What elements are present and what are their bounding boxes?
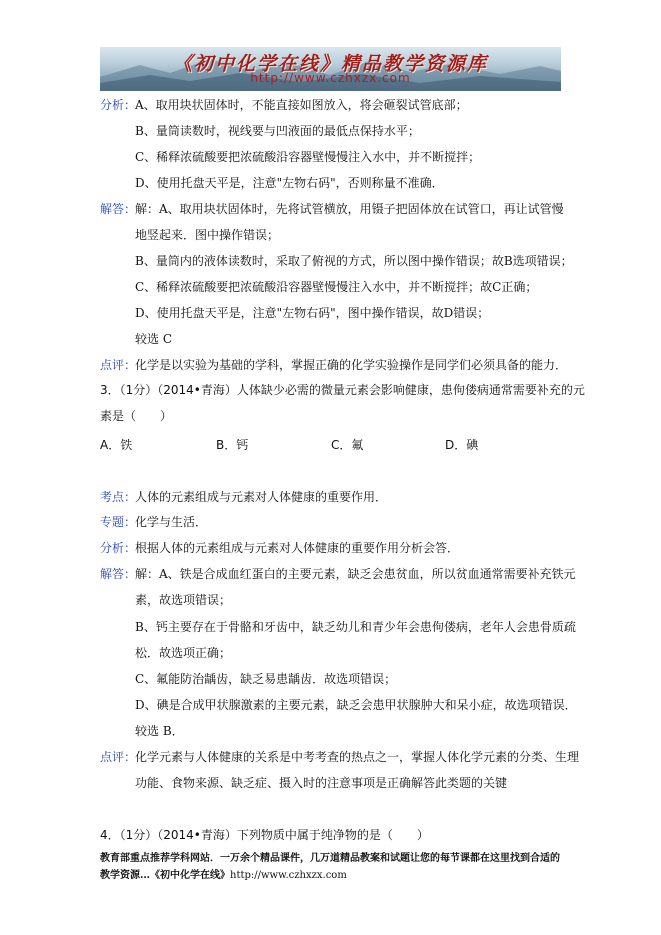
analysis-label: 分析： bbox=[100, 541, 137, 555]
q2-analysis-c: C、稀释浓硫酸要把浓硫酸沿容器壁慢慢注入水中，并不断搅拌； bbox=[135, 150, 481, 164]
comment-label: 点评： bbox=[100, 750, 137, 764]
q3-option-a: A．铁 bbox=[100, 438, 133, 452]
q3-solution-line: B、钙主要存在于骨骼和牙齿中，缺乏幼儿和青少年会患佝偻病，老年人会患骨质疏 bbox=[135, 620, 576, 634]
q2-comment: 化学是以实验为基础的学科，掌握正确的化学实验操作是同学们必须具备的能力． bbox=[135, 358, 568, 372]
q2-solution-line: 解：A、取用块状固体时，先将试管横放，用镊子把固体放在试管口，再让试管慢 bbox=[135, 202, 564, 216]
footer-line-2 bbox=[100, 869, 347, 883]
q3-solution-line: 解：A、铁是合成血红蛋白的主要元素，缺乏会患贫血，所以贫血通常需要补充铁元 bbox=[135, 567, 576, 581]
solution-label: 解答： bbox=[100, 202, 137, 216]
analysis-label: 分析： bbox=[100, 98, 137, 112]
q2-solution-line: 较选 C bbox=[135, 332, 172, 346]
footer-line-1: 教育部重点推荐学科网站．一万余个精品课件，几万道精品教案和试题让您的每节课都在这里找到合适的 bbox=[100, 853, 560, 864]
q2-solution-line: 地竖起来．图中操作错误； bbox=[135, 228, 280, 242]
q4-stem: 4．（1分）（2014•青海）下列物质中属于纯净物的是（ ） bbox=[100, 828, 429, 842]
q3-solution-line: 素，故选项错误； bbox=[135, 593, 232, 607]
q2-solution-line: D、使用托盘天平是，注意"左物右码"，图中操作错误，故D错误； bbox=[135, 306, 490, 320]
q3-zhuanti: 化学与生活． bbox=[135, 515, 208, 529]
q2-solution-line: C、稀释浓硫酸要把浓硫酸沿容器壁慢慢注入水中，并不断搅拌；故C正确； bbox=[135, 280, 538, 294]
footer-url[interactable]: http://www.czhxzx.com bbox=[230, 870, 347, 881]
q3-comment-line: 功能、食物来源、缺乏症、摄入时的注意事项是正确解答此类题的关键 bbox=[135, 776, 508, 790]
q3-solution-line: C、氟能防治龋齿，缺乏易患龋齿．故选项错误； bbox=[135, 672, 397, 686]
banner-title: 《初中化学在线》精品教学资源库 bbox=[172, 53, 488, 75]
header-banner bbox=[100, 47, 561, 91]
q2-analysis-d: D、使用托盘天平是，注意"左物右码"，否则称量不准确． bbox=[135, 176, 444, 190]
banner-url: http://www.czhxzx.com bbox=[250, 71, 411, 85]
q3-kaodian: 人体的元素组成与元素对人体健康的重要作用． bbox=[135, 490, 388, 504]
kaodian-label: 考点： bbox=[100, 490, 137, 504]
q3-comment-line: 化学元素与人体健康的关系是中考考查的热点之一，掌握人体化学元素的分类、生理 bbox=[135, 750, 580, 764]
q2-analysis-b: B、量筒读数时，视线要与凹液面的最低点保持水平； bbox=[135, 124, 420, 138]
q3-stem: 3．（1分）（2014•青海）人体缺少必需的微量元素会影响健康，患佝偻病通常需要补充的元 bbox=[100, 383, 585, 397]
q3-solution-line: 松．故选项正确； bbox=[135, 646, 232, 660]
q3-solution-line: 较选 B． bbox=[135, 724, 184, 738]
footer-site-name: 教学资源…《初中化学在线》 bbox=[100, 870, 230, 881]
q2-solution-line: B、量筒内的液体读数时，采取了俯视的方式，所以图中操作错误；故B选项错误； bbox=[135, 254, 573, 268]
q2-analysis-a: A、取用块状固体时，不能直接如图放入，将会砸裂试管底部； bbox=[135, 98, 468, 112]
zhuanti-label: 专题： bbox=[100, 515, 137, 529]
comment-label: 点评： bbox=[100, 358, 137, 372]
solution-label: 解答： bbox=[100, 567, 137, 581]
q3-analysis: 根据人体的元素组成与元素对人体健康的重要作用分析会答． bbox=[135, 541, 460, 555]
q3-solution-line: D、碘是合成甲状腺激素的主要元素，缺乏会患甲状腺肿大和呆小症，故选项错误． bbox=[135, 698, 577, 712]
q3-option-c: C．氟 bbox=[331, 438, 364, 452]
q3-stem: 素是（ ） bbox=[100, 409, 173, 423]
q3-option-d: D．碘 bbox=[445, 438, 479, 452]
q3-option-b: B．钙 bbox=[216, 438, 249, 452]
